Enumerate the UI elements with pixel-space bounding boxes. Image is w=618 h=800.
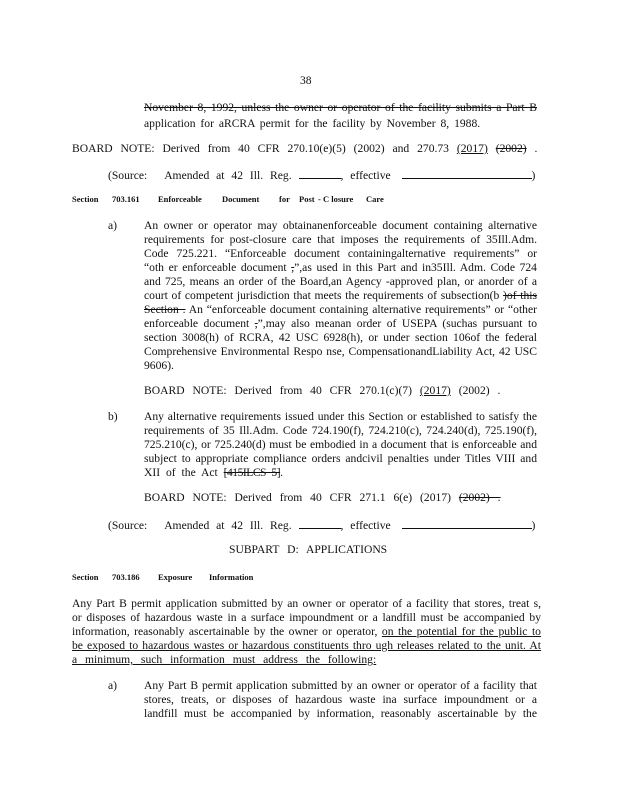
source-text: ) [531,169,536,182]
page-number: 38 [300,74,312,87]
section-word: Document [222,194,260,204]
subpart-heading: SUBPART D: APPLICATIONS [229,543,388,556]
source-text: ) [531,519,536,532]
text-run: . [280,466,283,479]
source-note [108,517,535,533]
blank-line [299,167,341,179]
inserted-line: be exposed to hazardous wastes or hazardous constituents thro ugh releases related to the unit. At [72,639,541,652]
text-run: ”,as used in this Part and in35Ill. Adm. Code 724 [294,261,537,274]
source-text: , effective [340,169,391,182]
section-word: - C losure [318,194,354,204]
section-word: Enforceable [158,194,202,204]
text-run: An “enforceable document containing alternative requirements” or “other [188,303,537,316]
text-line: subject to appropriate compliance orders andcivil penalties under Titles VIII and [144,452,537,465]
text-line: Any Part B permit application submitted by an owner or operator of a facility that [144,679,537,692]
inserted-line: a minimum, such information must address the following: [72,653,377,666]
board-note-text: BOARD NOTE: Derived from 40 CFR 271.1 6(e) (2017) [144,491,451,504]
text-run: ”,may also meanan order of USEPA (suchas pursuant to [257,317,538,330]
text-run: “oth er enforceable document [144,261,287,274]
board-note [72,142,537,156]
section-word: Care [366,194,384,204]
text-line [144,261,537,275]
item-marker: a) [108,679,118,692]
text-line [144,317,537,331]
source-note [108,167,535,183]
section-word: Information [209,572,254,582]
source-label: (Source: [108,519,148,532]
text-line: 9606). [144,359,174,372]
board-note-text: BOARD NOTE: Derived from 40 CFR 270.10(e)(5) (2002) and 270.73 [72,142,449,155]
source-text: Amended at 42 Ill. Reg. [164,169,292,182]
section-word: for [279,194,290,204]
text-line: stores, treats, or disposes of hazardous waste ina surface impoundment or a [144,693,537,706]
inserted-text: on the potential for the public to [381,625,541,638]
text-line: An owner or operator may obtainanenforceable document containing alternative [144,219,537,232]
source-label: (Source: [108,169,148,182]
section-heading [72,572,372,582]
text-line: landfill must be accompanied by information, reasonably ascertainable by the [144,707,537,720]
deleted-text: [415ILCS 5] [223,466,281,479]
text-run: XII of the Act [144,466,218,479]
inserted-text: (2017) [419,384,451,397]
text-line: section 3008(h) of RCRA, 42 USC 6928(h), or under section 106of the federal [144,331,537,344]
section-number: 703.161 [112,194,140,204]
text-line [72,625,541,639]
inserted-text: (2017) [456,142,488,155]
text-line: Any Part B permit application submitted by an owner or operator of a facility that stores, treat s, [72,597,541,610]
text-run: enforceable document [144,317,250,330]
deleted-text: (2002) [495,142,527,155]
text-line [144,303,537,317]
text-line [144,289,537,303]
text-line: Comprehensive Environmental Respo nse, CompensationandLiability Act, 42 USC [144,345,537,358]
text-line: Code 725.221. “Enforceable document containingalternative requirements” or [144,247,537,260]
board-note [144,384,500,398]
item-marker: a) [108,219,118,232]
deleted-text: (2002) . [458,491,501,504]
text-line: and 725, means an order of the Board,an Agency -approved plan, or anorder of a [144,275,537,288]
source-text: Amended at 42 Ill. Reg. [164,519,292,532]
deleted-text: )of this [503,289,538,302]
section-number: 703.186 [112,572,140,582]
deleted-text: , [291,261,295,274]
source-text: , effective [340,519,391,532]
blank-line [402,167,532,179]
text-line: Any alternative requirements issued under this Section or established to satisfy the [144,410,537,423]
blank-line [402,517,532,529]
text-run: court of competent jurisdiction that meets the requirements of subsection(b [144,289,500,302]
board-note-text: (2002) . [458,384,501,397]
section-label: Section [72,572,99,582]
text-line: 725.210(c), or 725.240(d) must be embodied in a document that is enforceable and [144,438,537,451]
struck-line: November 8, 1992, unless the owner or operator of the facility submits a Part B [144,101,537,114]
deleted-text: , [254,317,258,330]
section-label: Section [72,194,99,204]
text-line: or disposes of hazardous waste in a surface impoundment or a landfill must be accompanied by [72,611,541,624]
board-note-text: BOARD NOTE: Derived from 40 CFR 270.1(c)(7) [144,384,412,397]
board-note [144,491,501,505]
deleted-text: Section . [144,303,186,316]
text-line [144,466,283,480]
text-line: requirements for post-closure care that imposes the requirements of 35Ill.Adm. [144,233,537,246]
blank-line [299,517,341,529]
text-line: application for aRCRA permit for the facility by November 8, 1988. [144,117,481,130]
section-word: Exposure [158,572,193,582]
text-line: requirements of 35 Ill.Adm. Code 724.190(f), 724.210(c), 724.240(d), 725.190(f), [144,424,537,437]
item-marker: b) [108,410,118,423]
text-run: information, reasonably ascertainable by the owner or operator, [72,625,378,638]
period: . [534,142,538,155]
section-heading [72,194,572,204]
section-word: Post [299,194,315,204]
